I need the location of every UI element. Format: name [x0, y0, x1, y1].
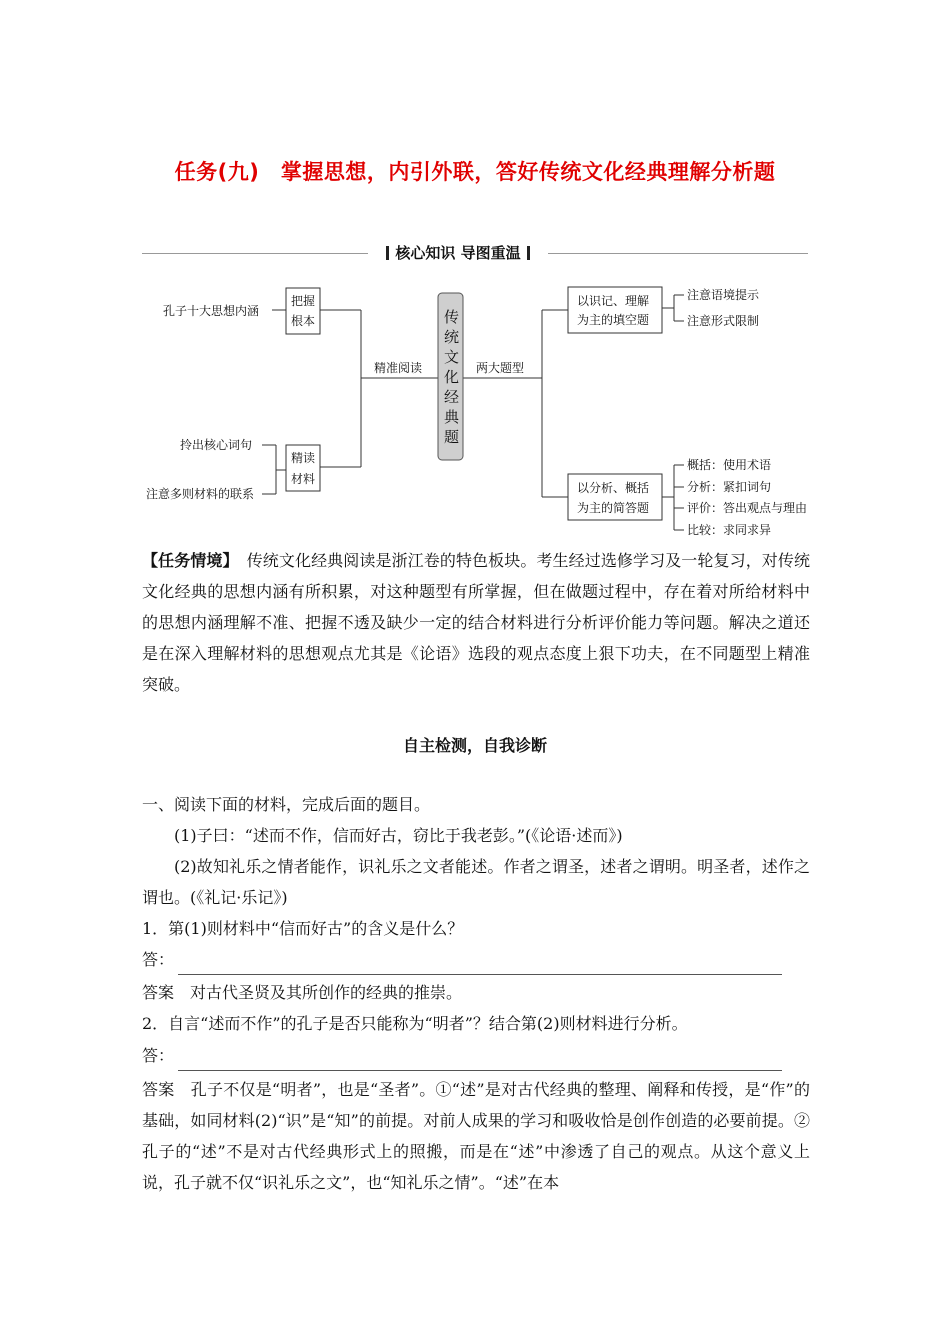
mm-left-bottom-2: 注意多则材料的联系 — [146, 487, 255, 501]
answer-field-1[interactable] — [142, 944, 782, 975]
mm-fill-item-1: 注意语境提示 — [687, 288, 760, 302]
page-title: 任务(九) 掌握思想，内引外联，答好传统文化经典理解分析题 — [174, 160, 776, 184]
mm-short-item-1: 概括：使用术语 — [687, 458, 772, 472]
answer-prompt-2: 答： — [142, 1046, 175, 1065]
mm-left-mid: 精准阅读 — [374, 361, 423, 375]
answer-blank-1[interactable] — [178, 957, 782, 975]
mm-box-jingdu-2: 材料 — [291, 472, 316, 486]
answer-prompt-1: 答： — [142, 950, 175, 969]
mm-center-2: 统 — [444, 328, 460, 346]
answer-2 — [142, 1074, 810, 1198]
mind-map — [0, 0, 950, 540]
question-intro: 一、阅读下面的材料，完成后面的题目。 — [142, 795, 431, 814]
material-1: (1)子曰：“述而不作，信而好古，窃比于我老彭。”(《论语·述而》) — [174, 826, 623, 845]
question-2: 2．自言“述而不作”的孔子是否只能称为“明者”？结合第(2)则材料进行分析。 — [142, 1014, 688, 1033]
answer-text-2: 孔子不仅是“明者”，也是“圣者”。①“述”是对古代经典的整理、阐释和传授，是“作”的基础，如同材料(2)“识”是“知”的前提。对前人成果的学习和吸收恰是创作创造的必要前提。②孔子的“述”不是对古代经典形式上的照搬，而是在“述”中渗透了自己的观点。从这个意义上说，孔子就不仅“识礼乐之文”，也“知礼乐之情”。“述”在本 — [142, 1080, 810, 1192]
task-context — [142, 545, 810, 700]
answer-label-1: 答案 — [142, 983, 175, 1002]
mm-left-bottom-1: 拎出核心词句 — [180, 438, 253, 452]
mm-center-6: 典 — [444, 408, 460, 426]
mm-box-jingdu-1: 精读 — [291, 451, 316, 465]
answer-1 — [142, 977, 462, 1008]
answer-field-2[interactable] — [142, 1040, 782, 1071]
answer-text-1: 对古代圣贤及其所创作的经典的推崇。 — [190, 983, 463, 1002]
mm-center-7: 题 — [444, 428, 460, 446]
mm-box-fill-1: 以识记、理解 — [577, 294, 650, 308]
section-title: 自主检测，自我诊断 — [402, 736, 547, 755]
mm-center-3: 文 — [444, 348, 460, 366]
question-1: 1．第(1)则材料中“信而好古”的含义是什么？ — [142, 919, 464, 938]
mm-center-5: 经 — [444, 388, 460, 406]
mm-short-item-3: 评价：答出观点与理由 — [687, 501, 808, 515]
mm-box-short-1: 以分析、概括 — [577, 481, 650, 495]
material-2: (2)故知礼乐之情者能作，识礼乐之文者能述。作者之谓圣，述者之谓明。明圣者，述作之谓也。(《礼记·乐记》) — [142, 857, 810, 907]
mm-box-bawo-2: 根本 — [291, 314, 316, 328]
mm-center-4: 化 — [444, 368, 460, 386]
mm-short-item-2: 分析：紧扣词句 — [687, 480, 772, 494]
task-label: 【任务情境】 — [142, 551, 231, 570]
answer-label-2: 答案 — [142, 1080, 175, 1099]
mm-center-1: 传 — [444, 308, 460, 326]
mm-left-top: 孔子十大思想内涵 — [163, 304, 260, 318]
mm-right-mid: 两大题型 — [476, 361, 525, 375]
mm-short-item-4: 比较：求同求异 — [687, 523, 772, 537]
banner-text: 核心知识 导图重温 — [395, 244, 521, 262]
mm-box-fill-2: 为主的填空题 — [577, 313, 650, 327]
mm-box-bawo-1: 把握 — [291, 294, 316, 308]
mm-box-short-2: 为主的简答题 — [577, 501, 650, 515]
mm-fill-item-2: 注意形式限制 — [687, 314, 760, 328]
task-text: 传统文化经典阅读是浙江卷的特色板块。考生经过选修学习及一轮复习，对传统文化经典的思想内涵有所积累，对这种题型有所掌握，但在做题过程中，存在着对所给材料中的思想内涵理解不准、把握不透及缺少一定的结合材料进行分析评价能力等问题。解决之道还是在深入理解材料的思想观点尤其是《论语》选段的观点态度上狠下功夫，在不同题型上精准突破。 — [142, 551, 810, 694]
answer-blank-2[interactable] — [178, 1053, 782, 1071]
